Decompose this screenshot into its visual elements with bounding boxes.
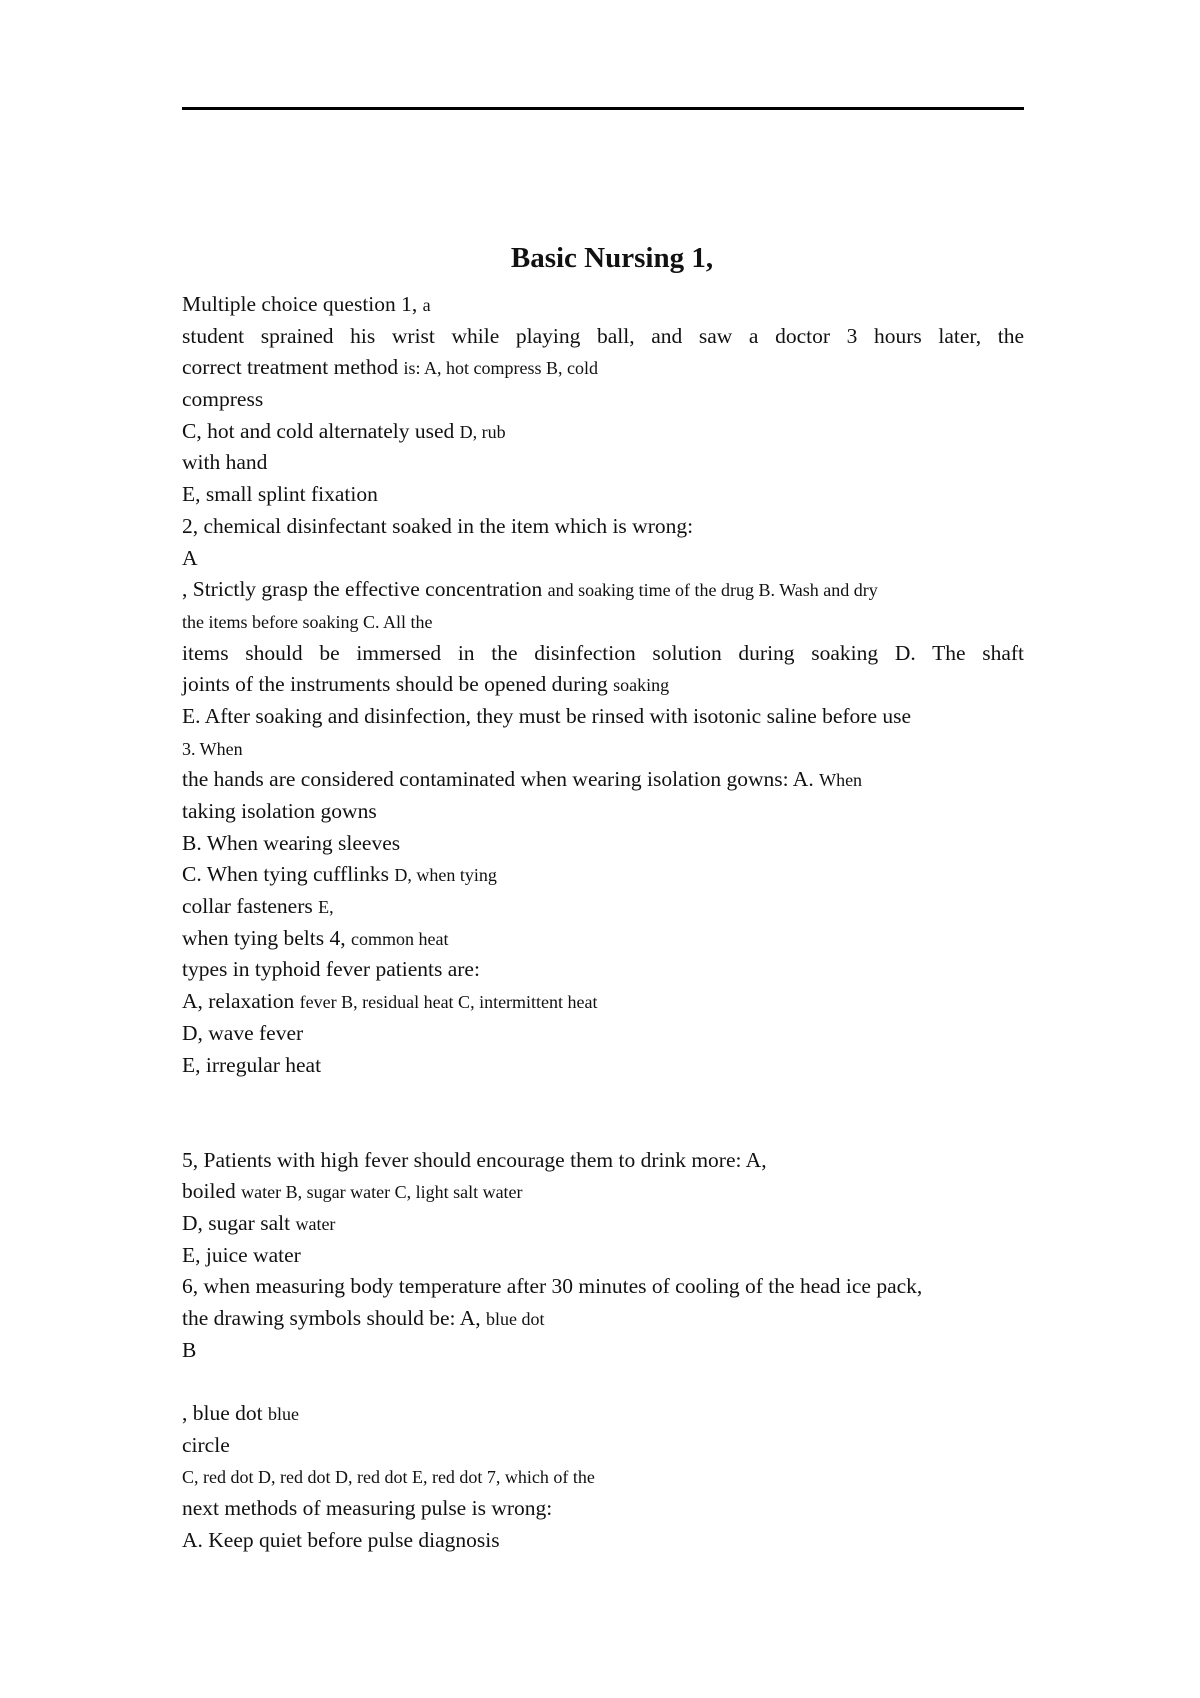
text-line <box>182 733 1024 765</box>
text-segment: A. Keep quiet before pulse diagnosis <box>182 1527 500 1552</box>
text-line <box>182 479 1024 511</box>
document-title: Basic Nursing 1, <box>510 242 714 274</box>
text-segment-small: the items before soaking C. All the <box>182 611 433 632</box>
text-segment: collar fasteners <box>182 894 319 919</box>
text-segment: Multiple choice question 1, <box>182 292 423 316</box>
text-line <box>182 1050 1024 1082</box>
text-segment-small: D, when tying <box>394 865 497 886</box>
text-segment: types in typhoid fever patients are: <box>182 957 480 982</box>
text-line <box>182 1398 1024 1430</box>
text-segment-small: E, <box>318 897 334 918</box>
text-line <box>182 289 1024 321</box>
text-segment: D, sugar salt <box>182 1210 296 1235</box>
text-segment: joints of the instruments should be opened during <box>182 672 614 697</box>
text-segment: circle <box>182 1432 230 1457</box>
text-segment: E. After soaking and disinfection, they must be rinsed with isotonic saline before use <box>182 703 912 728</box>
text-line <box>182 923 1024 955</box>
text-segment: taking isolation gowns <box>182 799 377 823</box>
text-segment: C. When tying cufflinks <box>182 862 395 887</box>
text-segment: C, hot and cold alternately used <box>182 418 460 443</box>
text-line <box>182 1461 1024 1493</box>
text-segment: B <box>182 1337 197 1362</box>
text-segment: E, juice water <box>182 1242 301 1267</box>
text-line <box>182 859 1024 891</box>
text-segment: , blue dot <box>182 1401 268 1426</box>
text-line <box>182 828 1024 860</box>
blank-line <box>182 1081 1024 1144</box>
text-segment-small: blue dot <box>485 1309 545 1330</box>
text-line <box>182 1493 1024 1525</box>
text-line <box>182 416 1024 448</box>
text-line <box>182 352 1024 384</box>
text-segment-small: C, red dot D, red dot D, red dot E, red dot 7, which of the <box>182 1467 595 1488</box>
text-line <box>182 1525 1024 1557</box>
text-line <box>182 321 1024 353</box>
text-line <box>182 954 1024 986</box>
header-rule <box>182 107 1024 110</box>
text-segment: B. When wearing sleeves <box>182 830 401 855</box>
text-segment: 5, Patients with high fever should encourage them to drink more: A, <box>182 1147 767 1172</box>
text-line <box>182 447 1024 479</box>
text-segment: items should be immersed in the disinfection solution during soaking D. The shaft <box>182 640 1024 665</box>
text-line <box>182 1018 1024 1050</box>
text-segment: student sprained his wrist while playing ball, and saw a doctor 3 hours later, the <box>182 323 1024 348</box>
text-line <box>182 701 1024 733</box>
text-segment: boiled <box>182 1179 242 1204</box>
text-segment-small: 3. When <box>182 738 243 759</box>
text-segment-small: soaking <box>613 675 670 696</box>
text-line <box>182 1145 1024 1177</box>
text-line <box>182 384 1024 416</box>
text-segment-small: common heat <box>351 928 449 949</box>
text-line <box>182 1303 1024 1335</box>
text-segment-small: When <box>819 770 863 791</box>
text-segment: A <box>182 545 198 570</box>
text-segment: correct treatment method <box>182 355 404 380</box>
text-line <box>182 1271 1024 1303</box>
text-segment: 2, chemical disinfectant soaked in the item which is wrong: <box>182 513 694 538</box>
blank-line <box>182 1366 1024 1398</box>
text-segment-small: a <box>422 295 431 315</box>
text-line <box>182 1240 1024 1272</box>
text-segment: the hands are considered contaminated when wearing isolation gowns: A. <box>182 767 820 792</box>
text-line <box>182 606 1024 638</box>
text-line <box>182 543 1024 575</box>
text-segment-small: is: A, hot compress B, cold <box>403 358 598 379</box>
text-line <box>182 796 1024 828</box>
text-segment: with hand <box>182 450 268 475</box>
text-line <box>182 669 1024 701</box>
text-line <box>182 1335 1024 1367</box>
text-line <box>182 511 1024 543</box>
text-line <box>182 764 1024 796</box>
text-segment-small: and soaking time of the drug B. Wash and dry <box>547 580 878 601</box>
text-segment-small: fever B, residual heat C, intermittent heat <box>299 992 598 1013</box>
text-segment: , Strictly grasp the effective concentration <box>182 577 548 602</box>
text-line <box>182 638 1024 670</box>
text-segment: 6, when measuring body temperature after 30 minutes of cooling of the head ice pack, <box>182 1274 923 1299</box>
text-segment-small: D, rub <box>459 421 506 442</box>
text-segment: A, relaxation <box>182 989 300 1014</box>
text-segment: D, wave fever <box>182 1020 304 1045</box>
text-line <box>182 986 1024 1018</box>
text-segment: when tying belts 4, <box>182 925 351 950</box>
text-line <box>182 574 1024 606</box>
text-segment: E, irregular heat <box>182 1052 322 1077</box>
text-segment: E, small splint fixation <box>182 482 378 507</box>
text-segment: compress <box>182 387 264 412</box>
text-segment-small: water B, sugar water C, light salt water <box>241 1182 523 1203</box>
document-body <box>182 289 1024 1557</box>
text-line <box>182 1208 1024 1240</box>
text-segment-small: blue <box>268 1404 299 1425</box>
text-line <box>182 1430 1024 1462</box>
text-segment-small: water <box>295 1213 336 1234</box>
text-segment: next methods of measuring pulse is wrong: <box>182 1496 553 1521</box>
text-line <box>182 1176 1024 1208</box>
text-line <box>182 891 1024 923</box>
text-segment: the drawing symbols should be: A, <box>182 1306 486 1331</box>
